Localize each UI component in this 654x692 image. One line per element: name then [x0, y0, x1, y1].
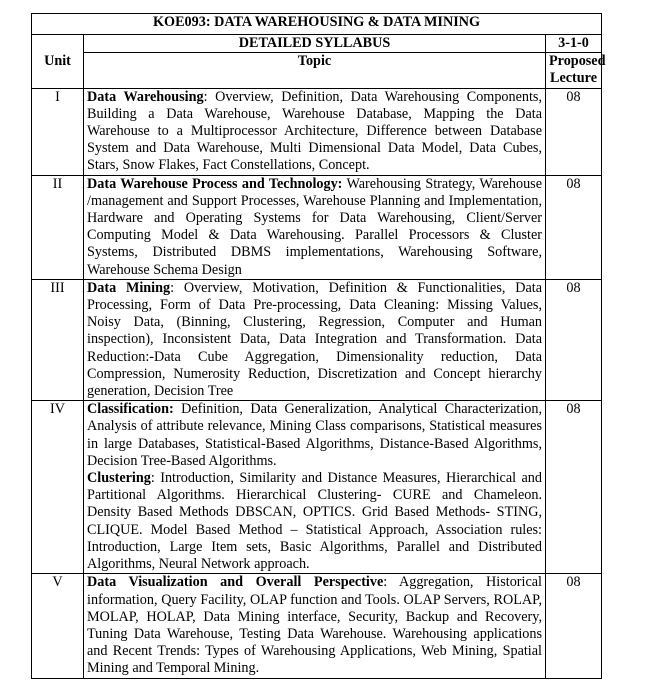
topic-heading: Clustering [87, 470, 151, 487]
topic-heading: Data Warehouse Process and Technology: [87, 175, 343, 192]
topic-text: : Overview, Motivation, Definition & Functionalities, Data Processing, Form of Data Pre-processing, Data Cleaning: Missing Values, Noisy Data, (Binning, Clustering, Regression, Computer and Human inspection), Inconsistent Data, Data Integration and Transformation. Data Reduction:-Data Cube Aggregation, Dimensionality reduction, Data Compression, Numerosity Reduction, Discretization and Concept hierarchy generation, Decision Tree [87, 279, 542, 400]
topic-paragraph [87, 401, 542, 470]
unit-topic [84, 279, 546, 400]
lecture-count: 08 [546, 279, 602, 400]
unit-header: Unit [32, 35, 84, 89]
topic-paragraph [87, 280, 542, 400]
unit-row [32, 401, 602, 574]
topic-text: : Aggregation, Historical information, Query Facility, OLAP function and Tools. OLAP Servers, ROLAP, MOLAP, HOLAP, Data Mining interface, Security, Backup and Recovery, Tuning Data Warehouse, Testing Data Warehouse. Warehousing applications and Recent Trends: Types of Warehousing Applications, Web Mining, Spatial Mining and Temporal Mining. [87, 574, 542, 677]
title-row [32, 14, 602, 35]
unit-rows [32, 88, 602, 678]
topic-paragraph [87, 176, 542, 279]
topic-text: Warehousing Strategy, Warehouse /management and Support Processes, Warehouse Planning and Implementation, Hardware and Operating Systems for Data Warehousing, Client/Server Computing Model & Data Warehousing. Parallel Processors & Cluster Systems, Distributed DBMS implementations, Warehousing Software, Warehouse Schema Design [87, 175, 543, 278]
credits-header: 3-1-0 [546, 35, 602, 53]
topic-heading: Classification: [87, 401, 174, 418]
topic-heading: Data Mining [87, 279, 171, 296]
lecture-count: 08 [546, 88, 602, 175]
unit-number: II [32, 175, 84, 279]
topic-paragraph [87, 470, 542, 573]
header-row-1 [32, 35, 602, 53]
unit-topic [84, 401, 546, 574]
unit-topic [84, 574, 546, 678]
unit-number: I [32, 88, 84, 175]
syllabus-header: DETAILED SYLLABUS [84, 35, 546, 53]
topic-text: : Overview, Definition, Data Warehousing Components, Building a Data Warehouse, Warehouse Database, Mapping the Data Warehouse to a Multiprocessor Architecture, Difference between Database System and Data Warehouse, Multi Dimensional Data Model, Data Cubes, Stars, Snow Flakes, Fact Constellations, Concept. [87, 88, 543, 174]
topic-header: Topic [84, 53, 546, 88]
unit-topic [84, 88, 546, 175]
lecture-count: 08 [546, 175, 602, 279]
topic-heading: Data Warehousing [87, 88, 204, 105]
lecture-header: Proposed Lecture [546, 53, 602, 88]
unit-number: III [32, 279, 84, 400]
topic-paragraph [87, 574, 542, 677]
unit-row [32, 279, 602, 400]
unit-topic [84, 175, 546, 279]
topic-text: : Introduction, Similarity and Distance Measures, Hierarchical and Partitional Algorithms. Hierarchical Clustering- CURE and Chameleon. Density Based Methods DBSCAN, OPTICS. Grid Based Methods- STING, CLIQUE. Model Based Method – Statistical Approach, Association rules: Introduction, Large Item sets, Basic Algorithms, Parallel and Distributed Algorithms, Neural Network approach. [87, 470, 542, 573]
unit-number: IV [32, 401, 84, 574]
unit-row [32, 574, 602, 678]
topic-heading: Data Visualization and Overall Perspective [87, 574, 384, 591]
unit-number: V [32, 574, 84, 678]
topic-text: Definition, Data Generalization, Analytical Characterization, Analysis of attribute relevance, Mining Class comparisons, Statistical measures in large Databases, Statistical-Based Algorithms, Distance-Based Algorithms, Decision Tree-Based Algorithms. [87, 401, 542, 469]
header-row-2 [32, 53, 602, 88]
syllabus-table [31, 13, 606, 679]
unit-row [32, 88, 602, 175]
topic-paragraph [87, 89, 542, 175]
course-title: KOE093: DATA WAREHOUSING & DATA MINING [32, 14, 602, 35]
lecture-count: 08 [546, 574, 602, 678]
unit-row [32, 175, 602, 279]
lecture-count: 08 [546, 401, 602, 574]
